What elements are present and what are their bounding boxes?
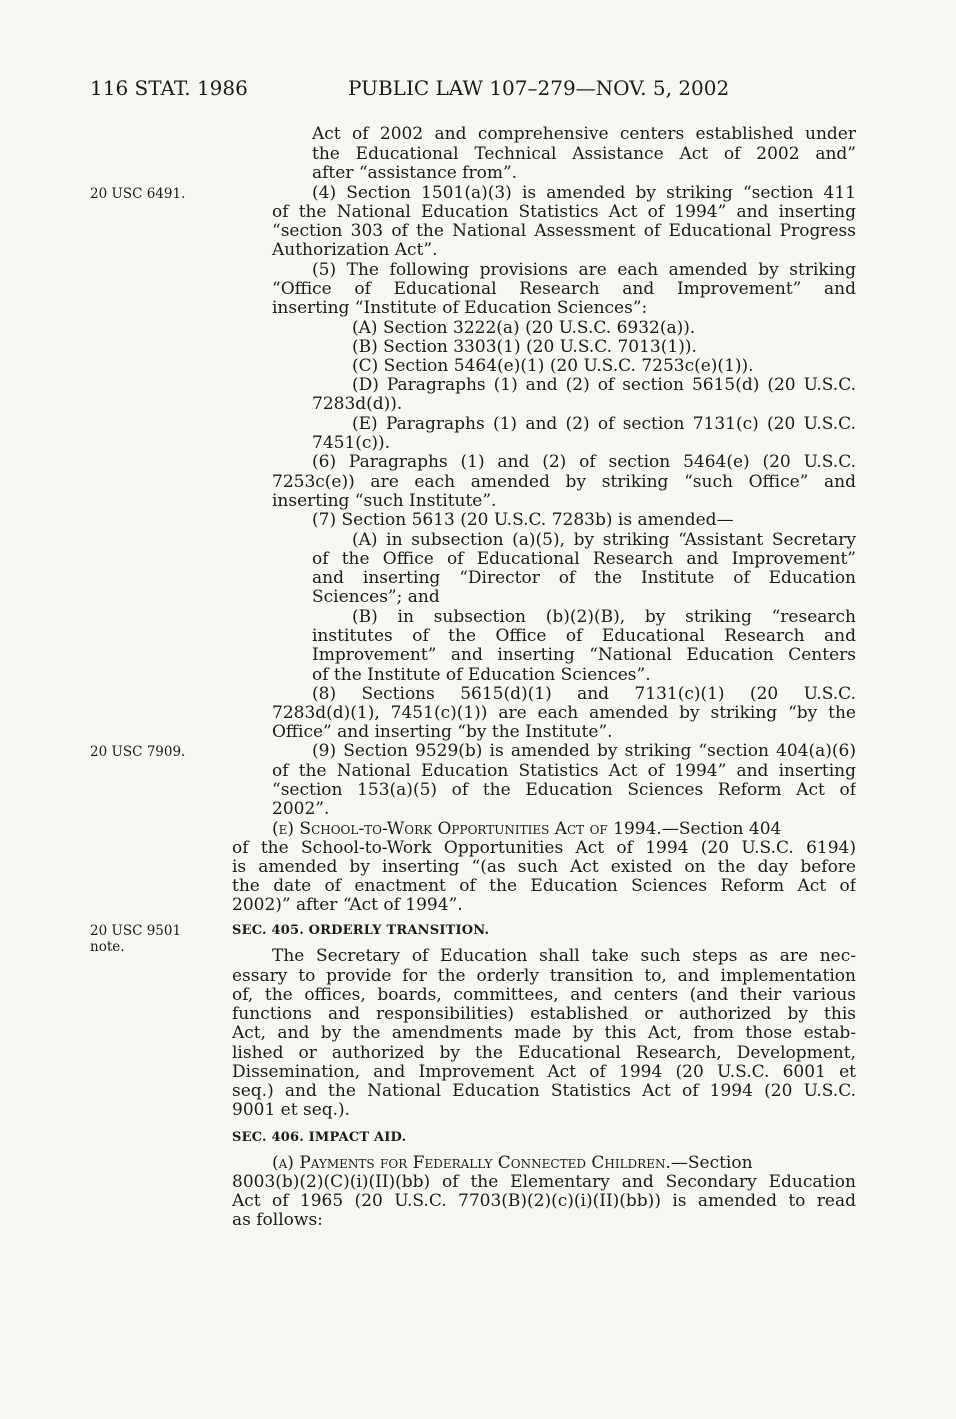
text-line: (7) Section 5613 (20 U.S.C. 7283b) is amended— [312, 510, 734, 530]
text-line: (A) Section 3222(a) (20 U.S.C. 6932(a)). [352, 318, 696, 338]
text-line: of, the offices, boards, committees, and centers (and their various [232, 985, 856, 1005]
text-line: inserting “Institute of Education Sciences”: [272, 298, 648, 318]
margin-note-9501: 20 USC 9501 [90, 923, 182, 939]
text-line: (D) Paragraphs (1) and (2) of section 5615(d) (20 U.S.C. [352, 375, 856, 395]
margin-note-6491: 20 USC 6491. [90, 186, 186, 202]
text-line: seq.) and the National Education Statistics Act of 1994 (20 U.S.C. [232, 1081, 856, 1101]
text-line [272, 819, 781, 839]
text-line: essary to provide for the orderly transition to, and implementation [232, 966, 856, 986]
text-run: —Section [670, 1153, 753, 1173]
text-line: (B) Section 3303(1) (20 U.S.C. 7013(1)). [352, 337, 697, 357]
text-line: of the School-to-Work Opportunities Act of 1994 (20 U.S.C. 6194) [232, 838, 856, 858]
text-line: 9001 et seq.). [232, 1100, 351, 1120]
text-line: after “assistance from”. [312, 163, 518, 183]
margin-note-9501-note: note. [90, 939, 125, 955]
text-line: (A) in subsection (a)(5), by striking “Assistant Secretary [352, 530, 856, 550]
text-line: “section 153(a)(5) of the Education Sciences Reform Act of [272, 780, 856, 800]
text-line: as follows: [232, 1210, 323, 1230]
text-line: is amended by inserting “(as such Act existed on the day before [232, 857, 856, 877]
running-header-title: PUBLIC LAW 107–279—NOV. 5, 2002 [348, 76, 730, 100]
text-line: Authorization Act”. [272, 240, 438, 260]
text-line: lished or authorized by the Educational Research, Development, [232, 1043, 856, 1063]
text-line: Improvement” and inserting “National Education Centers [312, 645, 856, 665]
text-line: 7253c(e)) are each amended by striking “such Office” and [272, 472, 856, 492]
text-line: (6) Paragraphs (1) and (2) of section 5464(e) (20 U.S.C. [312, 452, 856, 472]
text-line: “Office of Educational Research and Improvement” and [272, 279, 856, 299]
text-line: (4) Section 1501(a)(3) is amended by striking “section 411 [312, 183, 856, 203]
subsection-heading-e: (e) School-to-Work Opportunities Act of 1994. [272, 819, 662, 839]
text-line: “section 303 of the National Assessment of Educational Progress [272, 221, 856, 241]
text-line: the Educational Technical Assistance Act of 2002 and” [312, 144, 856, 164]
text-line: and inserting “Director of the Institute of Education [312, 568, 856, 588]
text-line: (B) in subsection (b)(2)(B), by striking “research [352, 607, 856, 627]
text-line: inserting “such Institute”. [272, 491, 497, 511]
text-line: 8003(b)(2)(C)(i)(II)(bb) of the Elementary and Secondary Education [232, 1172, 856, 1192]
section-heading-406: SEC. 406. IMPACT AID. [232, 1130, 407, 1145]
text-line: Sciences”; and [312, 587, 440, 607]
text-line: Office” and inserting “by the Institute”. [272, 722, 613, 742]
text-line: 2002”. [272, 799, 330, 819]
text-line: of the Office of Educational Research and Improvement” [312, 549, 856, 569]
text-run: —Section 404 [661, 819, 782, 839]
text-line: (E) Paragraphs (1) and (2) of section 7131(c) (20 U.S.C. [352, 414, 856, 434]
text-line: (8) Sections 5615(d)(1) and 7131(c)(1) (20 U.S.C. [312, 684, 856, 704]
text-line: Act of 1965 (20 U.S.C. 7703(B)(2)(c)(i)(II)(bb)) is amended to read [232, 1191, 856, 1211]
margin-note-7909: 20 USC 7909. [90, 744, 186, 760]
text-line: Act of 2002 and comprehensive centers established under [312, 124, 856, 144]
text-line: Act, and by the amendments made by this Act, from those estab- [232, 1023, 856, 1043]
text-line: institutes of the Office of Educational Research and [312, 626, 856, 646]
text-line: of the Institute of Education Sciences”. [312, 665, 651, 685]
text-line [272, 1153, 753, 1173]
text-line: (5) The following provisions are each amended by striking [312, 260, 856, 280]
text-line: of the National Education Statistics Act of 1994” and inserting [272, 761, 856, 781]
text-line: 7283d(d)(1), 7451(c)(1)) are each amended by striking “by the [272, 703, 856, 723]
text-line: Dissemination, and Improvement Act of 1994 (20 U.S.C. 6001 et [232, 1062, 856, 1082]
subsection-heading-a: (a) Payments for Federally Connected Children. [272, 1153, 671, 1173]
text-line: 2002)” after “Act of 1994”. [232, 895, 463, 915]
text-line: (9) Section 9529(b) is amended by striking “section 404(a)(6) [312, 741, 856, 761]
section-heading-405: SEC. 405. ORDERLY TRANSITION. [232, 923, 490, 938]
running-header-left: 116 STAT. 1986 [90, 76, 248, 100]
text-line: (C) Section 5464(e)(1) (20 U.S.C. 7253c(e)(1)). [352, 356, 754, 376]
text-line: of the National Education Statistics Act of 1994” and inserting [272, 202, 856, 222]
text-line: functions and responsibilities) established or authorized by this [232, 1004, 856, 1024]
text-line: the date of enactment of the Education Sciences Reform Act of [232, 876, 856, 896]
text-line: 7283d(d)). [312, 394, 403, 414]
text-line: The Secretary of Education shall take such steps as are nec- [272, 946, 856, 966]
text-line: 7451(c)). [312, 433, 391, 453]
